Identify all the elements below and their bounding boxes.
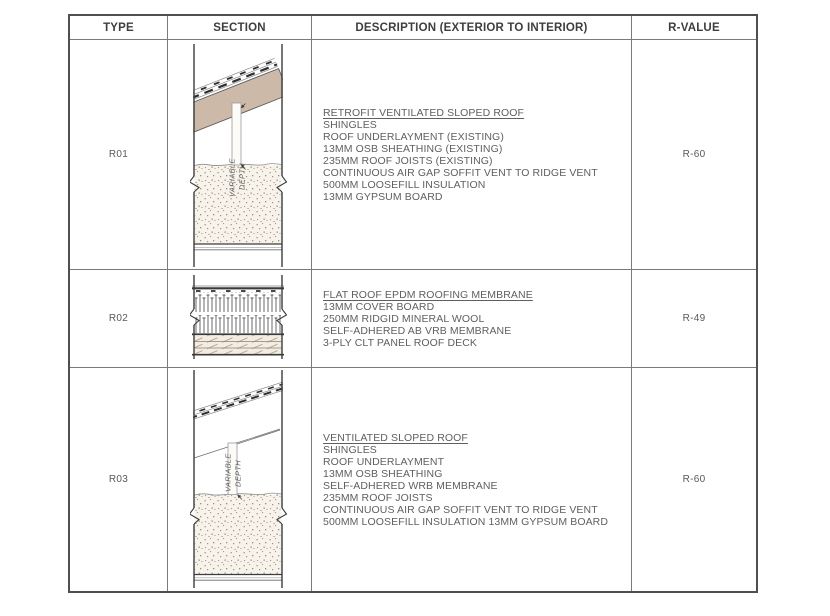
description-cell-r01 [312,40,632,270]
assembly-line: ROOF UNDERLAYMENT (EXISTING) [323,130,504,143]
assembly-line: SELF-ADHERED AB VRB MEMBRANE [323,324,512,337]
assembly-title: VENTILATED SLOPED ROOF [323,431,468,444]
rvalue-r02: R-49 [632,270,756,368]
assembly-line: 13MM COVER BOARD [323,300,435,313]
description-cell-r02 [312,270,632,368]
mineral-wool-hatch-bottom [195,315,281,333]
variable-depth-note-line2: DEPTH [233,460,242,487]
type-label-r02: R02 [70,270,168,368]
assembly-line: 500MM LOOSEFILL INSULATION [323,178,486,191]
column-header-rvalue: R-VALUE [632,16,756,40]
assembly-line: 235MM ROOF JOISTS (EXISTING) [323,154,493,167]
assembly-line: 250MM RIDGID MINERAL WOOL [323,312,485,325]
gypsum-board-layer [194,244,282,250]
assembly-line: SHINGLES [323,443,377,456]
section-cell-r01 [168,40,312,270]
assembly-line: 3-PLY CLT PANEL ROOF DECK [323,336,478,349]
loosefill-insulation-hatch [194,495,281,575]
epdm-membrane-layer [192,286,284,291]
section-cell-r03 [168,368,312,591]
type-label-r03: R03 [70,368,168,591]
assembly-line: 13MM OSB SHEATHING (EXISTING) [323,142,503,155]
variable-depth-note-line2: DEPTH [237,163,246,190]
assembly-line: SELF-ADHERED WRB MEMBRANE [323,479,498,492]
type-label-r01: R01 [70,40,168,270]
assembly-line: 500MM LOOSEFILL INSULATION 13MM GYPSUM BOARD [323,515,609,528]
assembly-title: RETROFIT VENTILATED SLOPED ROOF [323,106,525,119]
assembly-line: SHINGLES [323,118,377,131]
section-drawing-r03-sloped-roof [190,368,290,590]
section-drawing-r02-flat-roof [190,273,290,365]
assembly-title: FLAT ROOF EPDM ROOFING MEMBRANE [323,288,533,301]
rvalue-r03: R-60 [682,474,706,485]
assembly-line: CONTINUOUS AIR GAP SOFFIT VENT TO RIDGE VENT [323,503,598,516]
variable-depth-note-line1: VARIABLE [227,158,236,197]
assembly-line: CONTINUOUS AIR GAP SOFFIT VENT TO RIDGE VENT [323,166,598,179]
leader-line [235,429,280,444]
gypsum-board-layer [194,575,282,581]
roof-slope-assembly [190,381,287,420]
mineral-wool-hatch-top [195,292,281,312]
column-header-description: DESCRIPTION (EXTERIOR TO INTERIOR) [312,16,632,40]
rvalue-r01: R-60 [632,40,756,270]
variable-depth-note-line1: VARIABLE [223,453,232,492]
assembly-line: ROOF UNDERLAYMENT [323,455,445,468]
roof-assembly-schedule-table [68,14,758,593]
assembly-line: 13MM OSB SHEATHING [323,467,443,480]
description-cell-r03 [312,368,632,591]
section-drawing-r01-sloped-roof [190,40,290,270]
column-header-section: SECTION [168,16,312,40]
section-cell-r02 [168,270,312,368]
assembly-line: 13MM GYPSUM BOARD [323,190,443,203]
column-header-type: TYPE [70,16,168,40]
assembly-line: 235MM ROOF JOISTS [323,491,433,504]
clt-panel-layer [192,334,284,354]
variable-depth-bar [232,103,241,165]
